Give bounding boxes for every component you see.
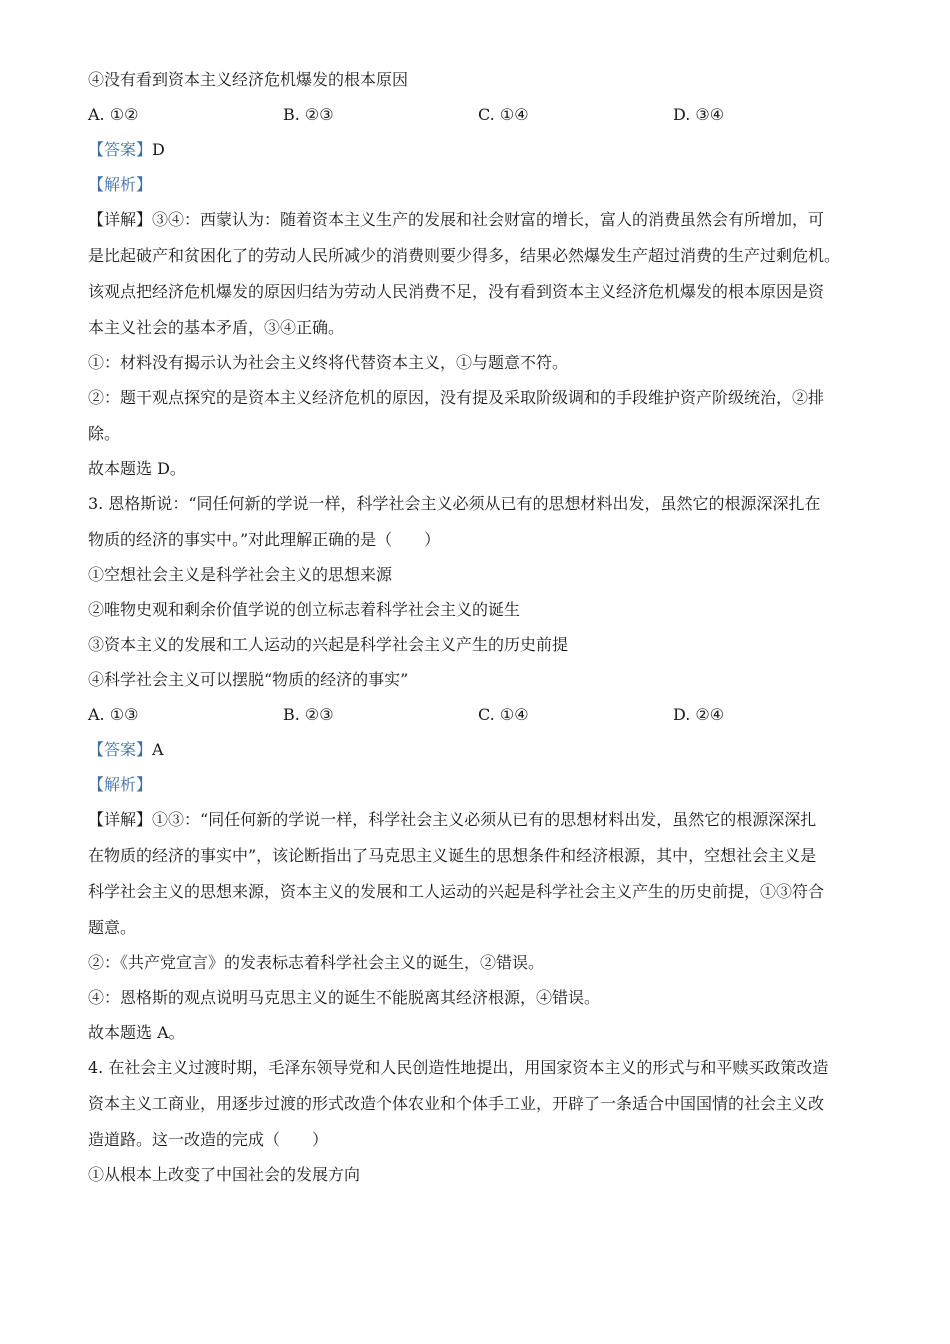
- q2-answer: [88, 140, 868, 160]
- answer-value: A: [152, 740, 164, 759]
- q3-analysis-tag: 【解析】: [88, 775, 153, 794]
- q3-options: [88, 705, 868, 725]
- detail-line: 【详解】③④：西蒙认为：随着资本主义生产的发展和社会财富的增长，富人的消费虽然会有所增加，可: [88, 210, 825, 229]
- document-page: [88, 70, 868, 1185]
- q2-item-4: ④没有看到资本主义经济危机爆发的根本原因: [88, 70, 409, 89]
- q3-item-2: ②唯物史观和剩余价值学说的创立标志着科学社会主义的诞生: [88, 600, 521, 619]
- q2-option-c: C. ①④: [478, 105, 529, 124]
- q2-note-2: ②：题干观点探究的是资本主义经济危机的原因，没有提及采取阶级调和的手段维护资产阶级统治，②排 除。: [88, 388, 825, 443]
- q2-option-d: D. ③④: [673, 105, 725, 124]
- q4-item-1: ①从根本上改变了中国社会的发展方向: [88, 1165, 361, 1184]
- q3-detail: [88, 810, 868, 938]
- q3-item-4: ④科学社会主义可以摆脱“物质的经济的事实”: [88, 670, 409, 689]
- detail-line: 该观点把经济危机爆发的原因归结为劳动人民消费不足，没有看到资本主义经济危机爆发的根本原因是资: [88, 282, 825, 301]
- q3-item-3: ③资本主义的发展和工人运动的兴起是科学社会主义产生的历史前提: [88, 635, 569, 654]
- q2-option-b: B. ②③: [283, 105, 334, 124]
- answer-tag: 【答案】: [88, 740, 153, 759]
- detail-line: 在物质的经济的事实中”，该论断指出了马克思主义诞生的思想条件和经济根源，其中，空想社会主义是: [88, 846, 817, 865]
- q3-item-1: ①空想社会主义是科学社会主义的思想来源: [88, 565, 393, 584]
- q3-note-2: ④：恩格斯的观点说明马克思主义的诞生不能脱离其经济根源，④错误。: [88, 988, 601, 1007]
- q2-analysis-tag: 【解析】: [88, 175, 153, 194]
- q3-conclusion: 故本题选 A。: [88, 1023, 185, 1042]
- q3-option-a: A. ①③: [88, 705, 139, 724]
- detail-line: 是比起破产和贫困化了的劳动人民所减少的消费则要少得多，结果必然爆发生产超过消费的生产过剩危机。: [88, 246, 841, 265]
- q2-option-a: A. ①②: [88, 105, 139, 124]
- q2-options: [88, 105, 868, 125]
- q2-detail: [88, 210, 868, 338]
- detail-tag: 【详解】: [88, 810, 153, 829]
- detail-line: 【详解】①③：“同任何新的学说一样，科学社会主义必须从已有的思想材料出发，虽然它的根源深深扎: [88, 810, 817, 829]
- detail-line: 本主义社会的基本矛盾，③④正确。: [88, 318, 345, 337]
- detail-line: 题意。: [88, 918, 137, 937]
- q3-option-d: D. ②④: [673, 705, 725, 724]
- detail-line: 科学社会主义的思想来源，资本主义的发展和工人运动的兴起是科学社会主义产生的历史前提，①③符合: [88, 882, 825, 901]
- q2-note-1: ①：材料没有揭示认为社会主义终将代替资本主义，①与题意不符。: [88, 353, 569, 372]
- q3-option-b: B. ②③: [283, 705, 334, 724]
- q3-answer: [88, 740, 868, 760]
- q3-stem: 3. 恩格斯说：“同任何新的学说一样，科学社会主义必须从已有的思想材料出发，虽然它的根源深深扎在 物质的经济的事实中。”对此理解正确的是（ ）: [88, 494, 821, 549]
- answer-tag: 【答案】: [88, 140, 153, 159]
- q4-stem: 4. 在社会主义过渡时期，毛泽东领导党和人民创造性地提出，用国家资本主义的形式与和平赎买政策改造 资本主义工商业，用逐步过渡的形式改造个体农业和个体手工业，开辟了一条适合中国国情的社会主义改 造道路。这一改造的完成（ ）: [88, 1058, 829, 1149]
- q2-conclusion: 故本题选 D。: [88, 459, 186, 478]
- q3-note-1: ②：《共产党宣言》的发表标志着科学社会主义的诞生，②错误。: [88, 953, 545, 972]
- detail-tag: 【详解】: [88, 210, 153, 229]
- answer-value: D: [152, 140, 165, 159]
- q3-option-c: C. ①④: [478, 705, 529, 724]
